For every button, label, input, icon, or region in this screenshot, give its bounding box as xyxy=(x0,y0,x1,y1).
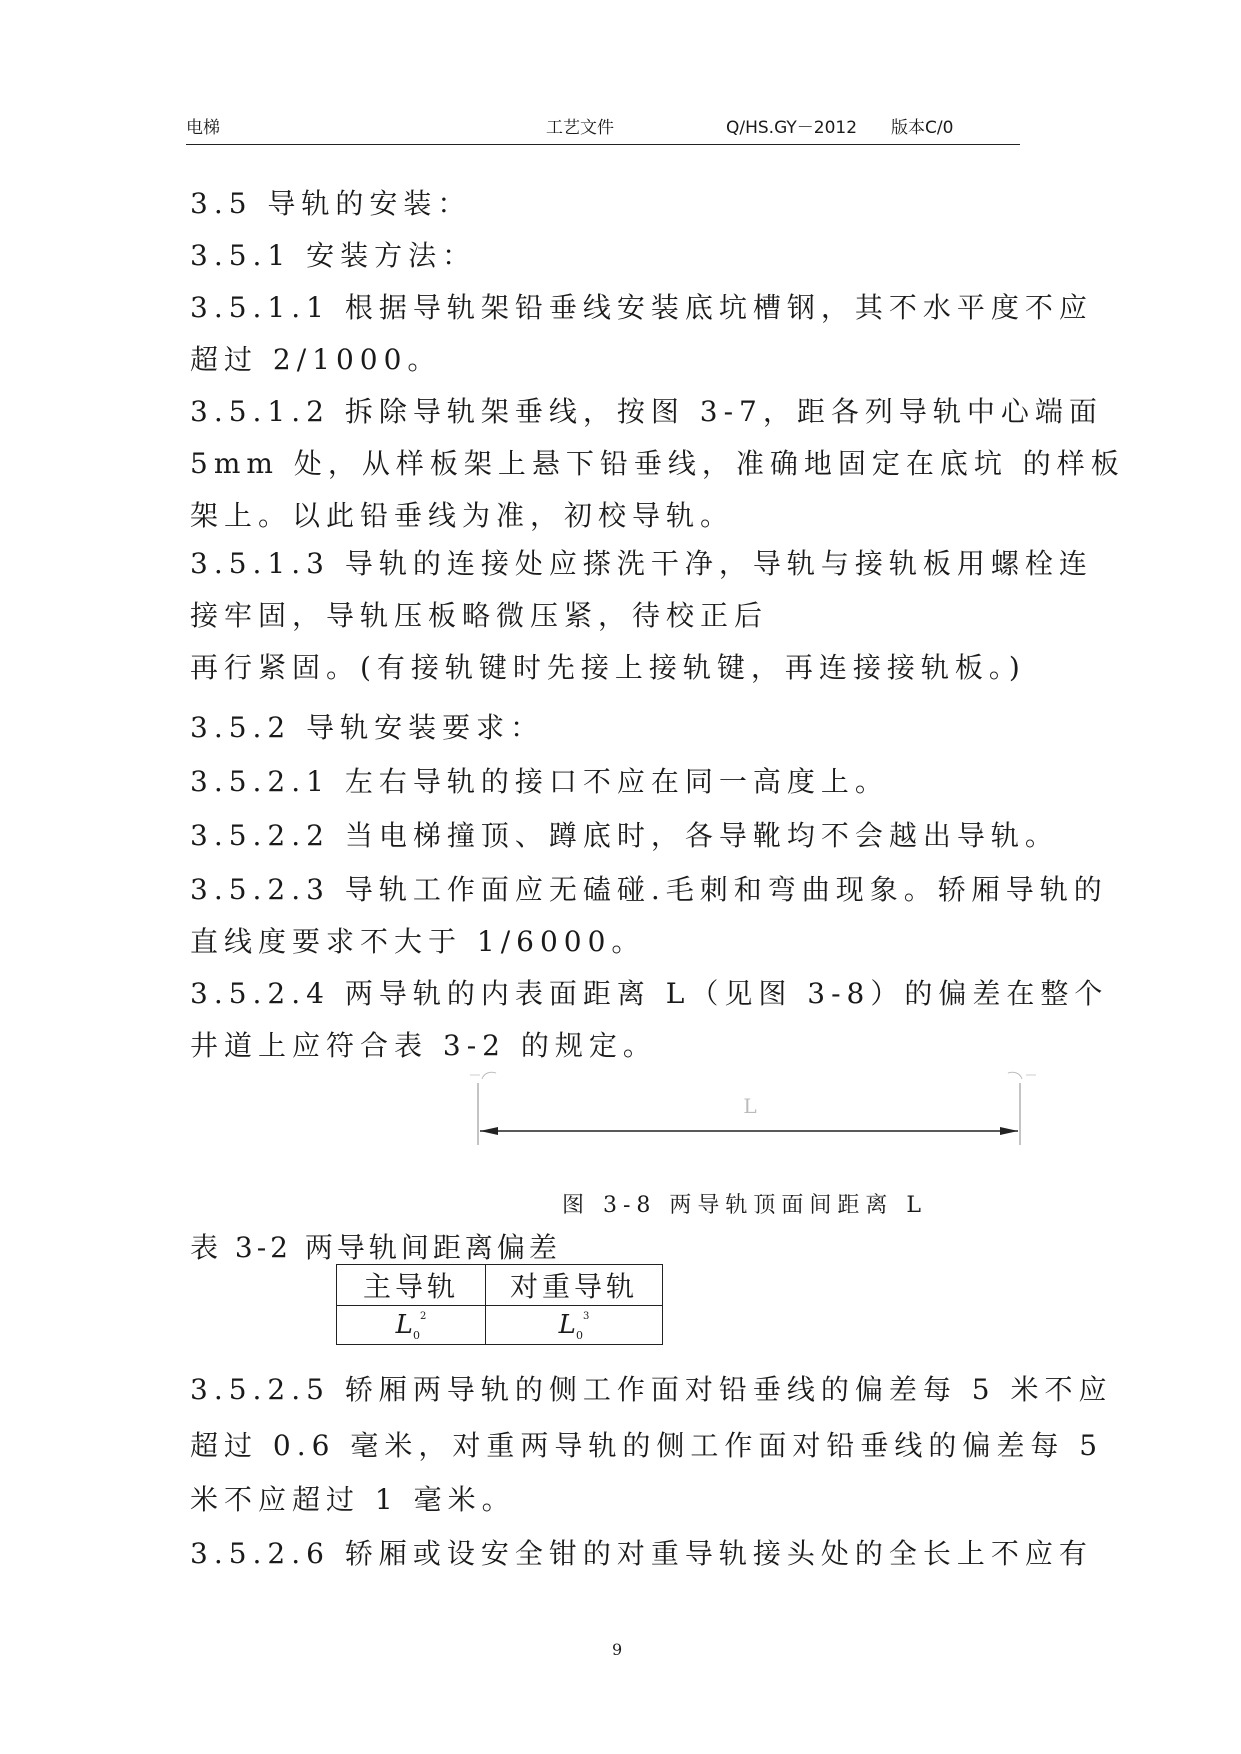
paragraph-line: 接牢固，导轨压板略微压紧，待校正后 xyxy=(190,599,769,632)
paragraph-line: 3.5.2.1 左右导轨的接口不应在同一高度上。 xyxy=(190,765,889,798)
header-product: 电梯 xyxy=(186,118,220,138)
value-counterweight-rail: $L_0^3$ xyxy=(486,1306,663,1345)
paragraph-line: 5mm 处，从样板架上悬下铅垂线，准确地固定在底坑 的样板 xyxy=(190,447,1125,480)
page-number: 9 xyxy=(612,1640,623,1659)
subsection-heading: 3.5.1 安装方法： xyxy=(190,239,477,272)
paragraph-line: 米不应超过 1 毫米。 xyxy=(190,1483,516,1516)
deviation-table xyxy=(336,1264,663,1345)
header-version: 版本C/0 xyxy=(891,118,954,138)
paragraph-line: 3.5.2.6 轿厢或设安全钳的对重导轨接头处的全长上不应有 xyxy=(190,1537,1093,1570)
paragraph-line: 3.5.1.2 拆除导轨架垂线，按图 3-7，距各列导轨中心端面 xyxy=(190,395,1103,428)
paragraph-line: 直线度要求不大于 1/6000。 xyxy=(190,925,646,958)
subsection-heading: 3.5.2 导轨安装要求： xyxy=(190,711,545,744)
paragraph-line: 超过 2/1000。 xyxy=(190,343,442,376)
page-header xyxy=(186,108,1020,145)
paragraph-line: 3.5.2.3 导轨工作面应无磕碰.毛刺和弯曲现象。轿厢导轨的 xyxy=(190,873,1108,906)
table-row xyxy=(337,1306,663,1345)
header-counterweight-rail: 对重导轨 xyxy=(486,1265,663,1306)
table-caption: 表 3-2 两导轨间距离偏差 xyxy=(190,1231,561,1264)
section-heading: 3.5 导轨的安装： xyxy=(190,187,472,220)
figure-caption: 图 3-8 两导轨顶面间距离 L xyxy=(562,1193,928,1218)
figure-rail-distance xyxy=(470,1065,1040,1155)
paragraph-line: 3.5.2.4 两导轨的内表面距离 L（见图 3-8）的偏差在整个 xyxy=(190,977,1109,1010)
value-main-rail: $L_0^2$ xyxy=(337,1306,486,1345)
header-doc-code: Q/HS.GY－2012 xyxy=(726,118,858,138)
table-header-row xyxy=(337,1265,663,1306)
paragraph-line: 井道上应符合表 3-2 的规定。 xyxy=(190,1029,657,1062)
header-doc-type: 工艺文件 xyxy=(546,118,614,138)
paragraph-line: 3.5.1.1 根据导轨架铅垂线安装底坑槽钢，其不水平度不应 xyxy=(190,291,1093,324)
paragraph-line: 再行紧固。(有接轨键时先接上接轨键，再连接接轨板。) xyxy=(190,651,1026,684)
paragraph-line: 3.5.2.2 当电梯撞顶、蹲底时，各导靴均不会越出导轨。 xyxy=(190,819,1059,852)
dimension-diagram xyxy=(470,1065,1040,1155)
paragraph-line: 3.5.2.5 轿厢两导轨的侧工作面对铅垂线的偏差每 5 米不应 xyxy=(190,1373,1113,1406)
header-main-rail: 主导轨 xyxy=(337,1265,486,1306)
paragraph-line: 架上。以此铅垂线为准，初校导轨。 xyxy=(190,499,735,532)
paragraph-line: 超过 0.6 毫米，对重两导轨的侧工作面对铅垂线的偏差每 5 xyxy=(190,1429,1104,1462)
paragraph-line: 3.5.1.3 导轨的连接处应搽洗干净，导轨与接轨板用螺栓连 xyxy=(190,547,1093,580)
dimension-label: L xyxy=(743,1094,757,1118)
